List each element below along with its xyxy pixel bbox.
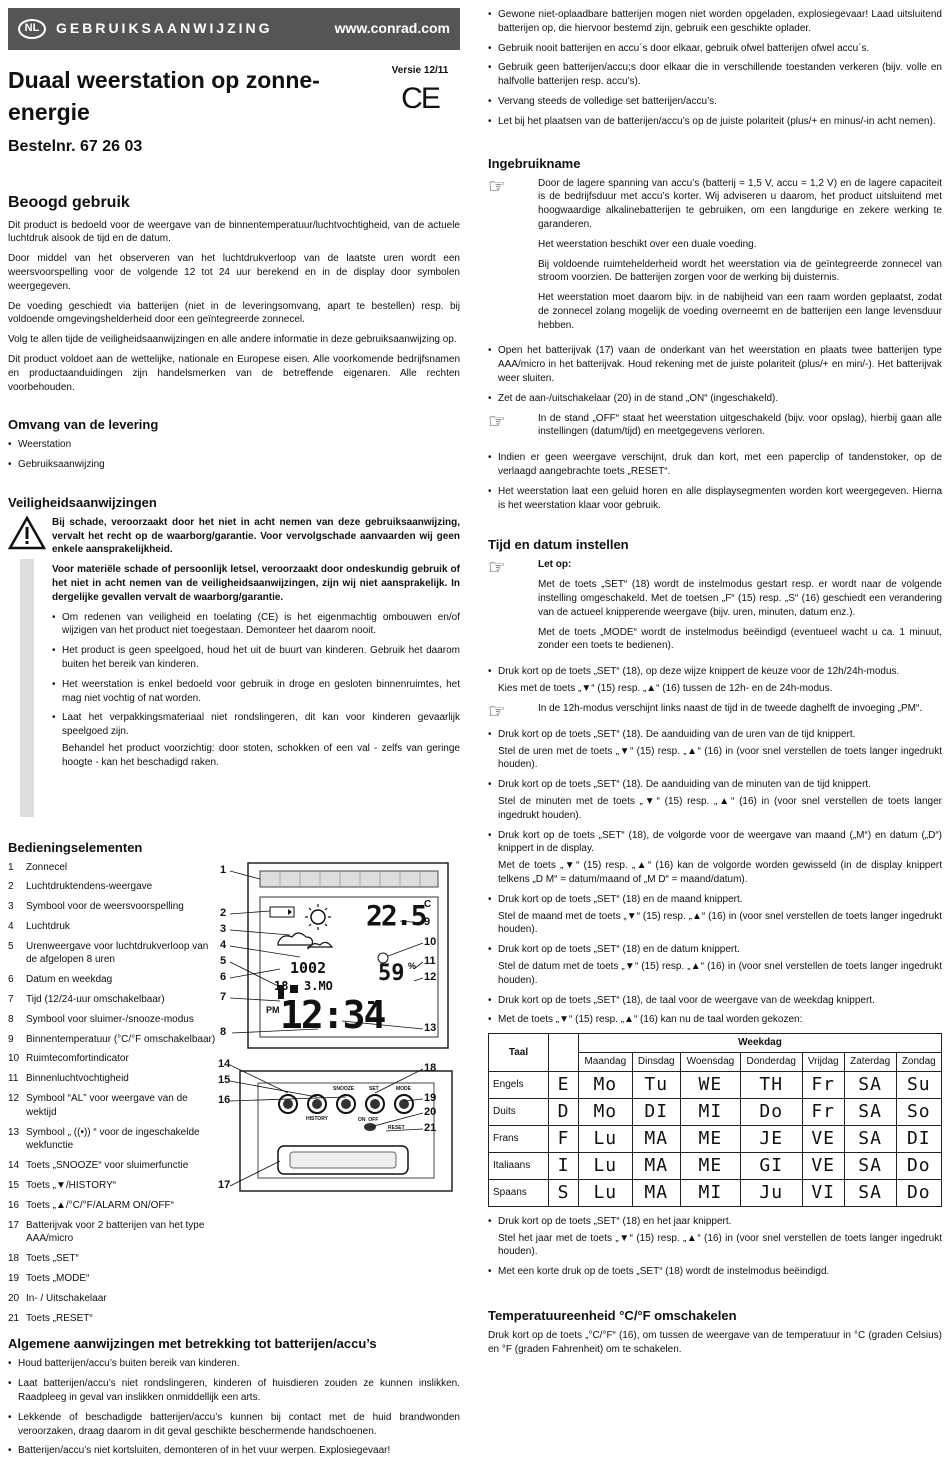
control-item — [8, 1312, 218, 1326]
control-item — [8, 1219, 218, 1247]
list-item: • Met de toets „▼“ (15) resp. „▲“ (16) kan nu de taal worden gekozen: — [488, 1013, 942, 1027]
diagram-callout-number: 13 — [424, 1021, 437, 1034]
diagram-callout-number: 18 — [424, 1061, 437, 1074]
control-label: Symbool „ ((•)) “ voor de ingeschakelde wekfunctie — [26, 1126, 200, 1152]
table-header-day: Woensdag — [680, 1052, 740, 1071]
section-heading-controls: Bedieningselementen — [8, 839, 143, 855]
note-text: Het weerstation moet daarom bijv. in de nabijheid van een raam worden geplaatst, zodat de zonnecel zolang mogelijk de voeding overneemt en de batterijen een lange levensduur hebben. — [538, 292, 942, 331]
control-number: 8 — [8, 1013, 14, 1025]
sub-text: Stel de maand met de toets „▼“ (15) resp. „▲“ (16) in (voor snel verstellen de toets langer ingedrukt houden). — [498, 910, 942, 936]
list-item: • Druk kort op de toets „SET“ (18). De aanduiding van de uren van de tijd knippert. — [488, 728, 942, 742]
language-code: E — [549, 1071, 579, 1098]
lcd-celsius-unit: C — [424, 898, 432, 910]
pointing-hand-icon: ☞ — [488, 557, 506, 580]
list-item: • Druk kort op de toets „SET“ (18). De aanduiding van de minuten van de tijd knippert. — [488, 778, 942, 792]
control-label: Symbool voor sluimer-/snooze-modus — [26, 1013, 194, 1025]
paragraph: Behandel het product voorzichtig: door stoten, schokken of een val - zelfs van geringe hoogte - kan het beschadigd raken. — [62, 742, 460, 768]
control-item — [8, 1072, 218, 1086]
control-item — [8, 1013, 218, 1027]
weekday-abbrev: So — [896, 1098, 941, 1125]
table-header-empty — [549, 1034, 579, 1072]
list-item: • Gebruik nooit batterijen en accu´s door elkaar, gebruik ofwel batterijen ofwel accu´s. — [488, 42, 942, 56]
control-item — [8, 900, 218, 914]
list-item: • Gewone niet-oplaadbare batterijen mogen niet worden opgeladen, explosiegevaar! Laad uitsluitend batterijen op, die hiervoor bestemd zijn, gebruik een geschikte oplader. — [488, 8, 942, 36]
weekday-abbrev: Lu — [579, 1179, 633, 1206]
section-heading-startup: Ingebruikname — [488, 155, 581, 171]
language-code: S — [549, 1179, 579, 1206]
language-code: I — [549, 1152, 579, 1179]
weekday-abbrev: Do — [896, 1179, 941, 1206]
control-number: 15 — [8, 1180, 20, 1192]
control-item — [8, 973, 218, 987]
diagram-callout-number: 20 — [424, 1105, 437, 1118]
sub-text: Stel de minuten met de toets „▼“ (15) resp. „▲“ (16) in (voor snel verstellen de toets langer ingedrukt houden). — [498, 795, 942, 821]
list-item: • Druk kort op de toets „SET“ (18), de volgorde voor de weergave van maand („M“) en datum („D“) knippert in de display. — [488, 829, 942, 857]
control-label: Toets „▲/°C/°F/ALARM ON/OFF“ — [26, 1199, 174, 1211]
delivery-list — [8, 438, 460, 472]
language-code: F — [549, 1125, 579, 1152]
control-item — [8, 940, 218, 968]
diagram-callout-number: 16 — [218, 1093, 231, 1106]
safety-warning-bold: Voor materiële schade of persoonlijk letsel, veroorzaakt door ondeskundig gebruik of het niet in acht nemen van de veiligheidsaanwijzingen, zijn wij niet aansprakelijk. In dergelijke gevallen vervalt de waarborg/garantie. — [52, 564, 460, 603]
weekday-abbrev: Mo — [579, 1098, 633, 1125]
button-label-history: HISTORY — [306, 1115, 328, 1122]
list-item: • Laat het verpakkingsmateriaal niet rondslingeren, dit kan voor kinderen gevaarlijk speelgoed zijn. — [52, 711, 460, 739]
order-number: Bestelnr. 67 26 03 — [8, 138, 143, 156]
weekday-abbrev: JE — [740, 1125, 802, 1152]
list-item: • Het weerstation laat een geluid horen en alle displaysegmenten worden kort weergegeven. Hierna is het weerstation klaar voor gebruik. — [488, 485, 942, 513]
control-number: 10 — [8, 1053, 20, 1065]
diagram-callout-number: 9 — [424, 915, 431, 928]
weekday-abbrev: SA — [844, 1098, 896, 1125]
safety-warning-bold: Bij schade, veroorzaakt door het niet in acht nemen van deze gebruiksaanwijzing, vervalt het recht op de waarborg/garantie. Voor vervolgschade aanvaarden wij geen enkele aansprakelijkheid. — [52, 516, 460, 556]
header-banner — [8, 8, 460, 50]
control-number: 12 — [8, 1093, 20, 1105]
table-row — [489, 1152, 942, 1179]
control-item — [8, 920, 218, 934]
note-text: In de stand „OFF“ staat het weerstation uitgeschakeld (bijv. voor opslag), hierbij gaan alle instellingen (datum/tijd) en meetgegevens verloren. — [538, 412, 942, 438]
control-number: 14 — [8, 1160, 20, 1172]
diagram-callout-number: 21 — [424, 1121, 437, 1134]
control-item — [8, 1179, 218, 1193]
language-name: Spaans — [489, 1179, 549, 1206]
section-heading-safety: Veiligheidsaanwijzingen — [8, 494, 157, 510]
warning-triangle-icon — [8, 516, 52, 817]
control-number: 21 — [8, 1312, 20, 1324]
weekday-abbrev: DI — [632, 1098, 680, 1125]
weekday-abbrev: Do — [740, 1098, 802, 1125]
control-item — [8, 1199, 218, 1213]
language-badge: NL — [18, 19, 46, 39]
control-label: Toets „SET“ — [26, 1253, 79, 1265]
section-heading-time-date: Tijd en datum instellen — [488, 537, 629, 553]
table-row — [489, 1098, 942, 1125]
controls-list — [8, 861, 218, 1332]
left-column — [8, 8, 460, 1464]
list-item: • Zet de aan-/uitschakelaar (20) in de stand „ON“ (ingeschakeld). — [488, 392, 942, 406]
list-item: • Het weerstation is enkel bedoeld voor gebruik in droge en gesloten binnenruimtes, het mag niet vochtig of nat worden. — [52, 678, 460, 706]
sub-text: Stel de datum met de toets „▼“ (15) resp. „▲“ (16) in (voor snel verstellen de toets langer ingedrukt houden). — [498, 960, 942, 986]
table-row — [489, 1071, 942, 1098]
battery-list — [8, 1357, 460, 1458]
control-label: In- / Uitschakelaar — [26, 1292, 107, 1304]
control-label: Zonnecel — [26, 861, 68, 873]
banner-url[interactable]: www.conrad.com — [334, 20, 450, 37]
control-number: 19 — [8, 1273, 20, 1285]
list-item: • Gebruiksaanwijzing — [8, 458, 460, 472]
control-item — [8, 1159, 218, 1173]
lcd-time: 12:34 — [280, 992, 385, 1037]
reset-label: RESET — [388, 1124, 405, 1131]
list-item: • Druk kort op de toets „SET“ (18) en de datum knippert. — [488, 943, 942, 957]
control-item — [8, 1052, 218, 1066]
control-item — [8, 1252, 218, 1266]
weekday-abbrev: WE — [680, 1071, 740, 1098]
table-header-day: Vrijdag — [802, 1052, 844, 1071]
list-item: • Batterijen/accu’s niet kortsluiten, demonteren of in het vuur werpen. Explosiegevaar! — [8, 1444, 460, 1458]
diagram-callout-number: 4 — [220, 938, 227, 951]
weekday-abbrev: Ju — [740, 1179, 802, 1206]
button-label-snooze: SNOOZE — [333, 1085, 355, 1092]
sub-text: Stel de uren met de toets „▼“ (15) resp. „▲“ (16) in (voor snel verstellen de toets langer ingedrukt houden). — [498, 745, 942, 771]
weekday-abbrev: MA — [632, 1179, 680, 1206]
weekday-abbrev: VE — [802, 1152, 844, 1179]
weekday-abbrev: VI — [802, 1179, 844, 1206]
language-code: D — [549, 1098, 579, 1125]
right-column — [488, 8, 942, 1362]
lcd-temperature: 22.5 — [366, 898, 426, 932]
pointing-hand-icon: ☞ — [488, 175, 506, 198]
control-label: Binnentemperatuur (°C/°F omschakelbaar) — [26, 1033, 216, 1045]
lcd-pm: PM — [266, 1004, 280, 1015]
version-label: Versie 12/11 — [391, 65, 449, 76]
control-number: 17 — [8, 1219, 20, 1231]
table-header-weekdag: Weekdag — [579, 1034, 942, 1053]
list-item: • Let bij het plaatsen van de batterijen/accu’s op de juiste polariteit (plus/+ en minus/-in acht nemen). — [488, 115, 942, 129]
control-number: 20 — [8, 1292, 20, 1304]
list-item: • Gebruik geen batterijen/accu;s door elkaar die in verschillende toestanden verkeren (bijv. volle en halfvolle batterijen resp. accu’s). — [488, 61, 942, 89]
sub-text: Kies met de toets „▼“ (15) resp. „▲“ (16) tussen de 12h- en de 24h-modus. — [498, 682, 833, 694]
table-header-day: Zondag — [896, 1052, 941, 1071]
list-item: • Het product is geen speelgoed, houd het uit de buurt van kinderen. Gebruik het daarom buiten het bereik van kinderen. — [52, 644, 460, 672]
weekday-abbrev: DI — [896, 1125, 941, 1152]
list-item: • Druk kort op de toets „SET“ (18), de taal voor de weergave van de weekdag knippert. — [488, 994, 942, 1008]
weekday-abbrev: MA — [632, 1152, 680, 1179]
weather-station-diagram — [218, 861, 458, 1201]
diagram-callout-number: 6 — [220, 970, 227, 983]
weekday-abbrev: MI — [680, 1098, 740, 1125]
note-text: Het weerstation beschikt over een duale voeding. — [538, 238, 757, 250]
language-weekday-table — [488, 1033, 942, 1207]
note-text: Met de toets „SET“ (18) wordt de instelmodus gestart resp. er wordt naar de volgende instelling omgeschakeld. Met de toetsen „F“ (15) resp. „S“ (16) geschiedt een verandering van de actueel knipperende weergave (bijv. uren, minuten, datum enz.). — [538, 579, 942, 618]
weekday-abbrev: Lu — [579, 1125, 633, 1152]
sub-text: Met de toets „▼“ (15) resp. „▲“ (16) kan de volgorde worden gewisseld (in de display knippert telkens „D M“ = datum/maand of „M D“ = maand/datum). — [498, 860, 942, 885]
control-number: 9 — [8, 1033, 14, 1045]
weekday-abbrev: Tu — [632, 1071, 680, 1098]
weekday-abbrev: ME — [680, 1125, 740, 1152]
lcd-pressure: 1002 — [290, 958, 327, 977]
list-item: • Druk kort op de toets „SET“ (18) en het jaar knippert. — [488, 1215, 942, 1229]
list-item: • Weerstation — [8, 438, 460, 452]
control-label: Symbool voor de weersvoorspelling — [26, 901, 184, 913]
lcd-humidity: 59 — [378, 960, 405, 986]
diagram-callout-number: 12 — [424, 970, 437, 983]
control-number: 16 — [8, 1199, 20, 1211]
table-header-taal: Taal — [489, 1034, 549, 1072]
control-item — [8, 1126, 218, 1154]
control-label: Ruimtecomfortindicator — [26, 1053, 129, 1065]
weekday-abbrev: SA — [844, 1071, 896, 1098]
pointing-hand-icon: ☞ — [488, 700, 506, 723]
list-item: • Met een korte druk op de toets „SET“ (18) wordt de instelmodus beëindigd. — [488, 1265, 942, 1279]
control-item — [8, 1033, 218, 1047]
control-label: Binnenluchtvochtigheid — [26, 1073, 129, 1085]
sub-text: Stel het jaar met de toets „▼“ (15) resp. „▲“ (16) in (voor snel verstellen de toets langer ingedrukt houden). — [498, 1232, 942, 1258]
table-row — [489, 1125, 942, 1152]
control-item — [8, 1092, 218, 1120]
weekday-abbrev: ME — [680, 1152, 740, 1179]
document-title: Duaal weerstation op zonne-energie — [8, 67, 320, 126]
section-heading-intended-use: Beoogd gebruik — [8, 194, 130, 212]
control-item — [8, 861, 218, 875]
note-text: Door de lagere spanning van accu’s (batterij = 1,5 V, accu = 1,2 V) en de lagere capaciteit is de bedrijfsduur met accu’s korter. Wij adviseren u daarom, het product uitsluitend met hoogwaardige alkalinebatterijen te gebruiken, om een langdurige en zekere werking te garanderen. — [538, 177, 942, 230]
diagram-callout-number: 19 — [424, 1091, 437, 1104]
control-label: Urenweergave voor luchtdrukverloop van de afgelopen 8 uren — [26, 940, 209, 966]
diagram-callout-number: 2 — [220, 906, 227, 919]
control-item — [8, 1292, 218, 1306]
table-header-day: Donderdag — [740, 1052, 802, 1071]
list-item: • Laat batterijen/accu’s niet rondslingeren, kinderen of huisdieren zouden ze kunnen inslikken. Raadpleeg in geval van inslikken onmiddellijk een arts. — [8, 1377, 460, 1405]
control-number: 4 — [8, 920, 14, 932]
language-name: Engels — [489, 1071, 549, 1098]
paragraph: Druk kort op de toets „°C/°F“ (16), om tussen de weergave van de temperatuur in °C (graden Celsius) en °F (graden Fahrenheit) om te schakelen. — [488, 1329, 942, 1355]
section-heading-temp-unit: Temperatuureenheid °C/°F omschakelen — [488, 1307, 737, 1323]
section-heading-battery: Algemene aanwijzingen met betrekking tot batterijen/accu’s — [8, 1336, 377, 1352]
weekday-abbrev: Do — [896, 1152, 941, 1179]
list-item: • Indien er geen weergave verschijnt, druk dan kort, met een paperclip of tandenstoker, op de verlaagd aangebrachte toets „RESET“. — [488, 451, 942, 479]
note-text: Met de toets „MODE“ wordt de instelmodus beëindigd (eventueel wacht u ca. 1 minuut, zonder een toets te bedienen). — [538, 626, 942, 652]
control-item — [8, 993, 218, 1007]
version-block — [380, 64, 460, 128]
diagram-callout-number: 1 — [220, 863, 227, 876]
weekday-abbrev: Lu — [579, 1152, 633, 1179]
paragraph: Door middel van het observeren van het luchtdrukverloop van de laatste uren wordt een weersvoorspelling voor de volgende 12 tot 24 uur berekend en in de display door symbolen weergegeven. — [8, 253, 460, 292]
diagram-callout-number: 5 — [220, 954, 227, 967]
weekday-abbrev: MA — [632, 1125, 680, 1152]
control-number: 7 — [8, 994, 14, 1006]
table-header-day: Zaterdag — [844, 1052, 896, 1071]
lcd-weekday: 3.MO — [304, 978, 333, 993]
weekday-abbrev: MI — [680, 1179, 740, 1206]
control-number: 18 — [8, 1253, 20, 1265]
weekday-abbrev: GI — [740, 1152, 802, 1179]
table-row — [489, 1179, 942, 1206]
list-item: • Vervang steeds de volledige set batterijen/accu’s. — [488, 95, 942, 109]
control-label: Toets „SNOOZE“ voor sluimerfunctie — [26, 1160, 189, 1172]
control-label: Symbool “AL” voor weergave van de wektijd — [26, 1093, 188, 1118]
list-item: • Om redenen van veiligheid en toelating (CE) is het eigenmachtig ombouwen en/of wijzigen van het product niet toegestaan. Demonteer het daarom nooit. — [52, 611, 460, 639]
paragraph: Dit product is bedoeld voor de weergave van de binnentemperatuur/luchtvochtigheid, van de actuele luchtdruk alsook de tijd en de datum. — [8, 219, 460, 245]
weekday-abbrev: Fr — [802, 1071, 844, 1098]
control-item — [8, 1272, 218, 1286]
table-header-day: Dinsdag — [632, 1052, 680, 1071]
weekday-abbrev: SA — [844, 1125, 896, 1152]
switch-label: ON OFF — [358, 1116, 379, 1123]
control-number: 6 — [8, 974, 14, 986]
control-label: Luchtdruktendens-weergave — [26, 881, 153, 893]
diagram-callout-number: 11 — [424, 954, 436, 967]
battery-list-continued — [488, 8, 942, 129]
list-item: • Druk kort op de toets „SET“ (18) en de maand knippert. — [488, 893, 942, 907]
control-label: Datum en weekdag — [26, 974, 113, 986]
weekday-abbrev: SA — [844, 1179, 896, 1206]
control-label: Toets „MODE“ — [26, 1273, 90, 1285]
note-text: In de 12h-modus verschijnt links naast de tijd in de tweede daghelft de invoeging „PM“. — [538, 702, 923, 714]
list-item: • Lekkende of beschadigde batterijen/accu’s kunnen bij contact met de huid brandwonden veroorzaken, draag daarom in dit geval geschikte beschermende handschoenen. — [8, 1411, 460, 1439]
control-label: Batterijvak voor 2 batterijen van het type AAA/micro — [26, 1219, 205, 1245]
diagram-callout-number: 14 — [218, 1057, 231, 1070]
control-item — [8, 880, 218, 894]
lcd-percent-sign: % — [408, 960, 417, 971]
list-item: • Open het batterijvak (17) vaan de onderkant van het weerstation en plaats twee batterijen type AAA/micro in het batterijvak. Houd rekening met de juiste polariteit (plus/+ en min/-). Het batterijvak weer sluiten. — [488, 344, 942, 385]
language-name: Duits — [489, 1098, 549, 1125]
diagram-callout-number: 17 — [218, 1178, 231, 1191]
control-label: Toets „RESET“ — [26, 1312, 93, 1324]
control-label: Tijd (12/24-uur omschakelbaar) — [26, 994, 165, 1006]
diagram-callout-number: 3 — [220, 922, 227, 935]
paragraph: De voeding geschiedt via batterijen (niet in de leveringsomvang, apart te bestellen) resp. bij voldoende omgevingshelderheid door een geïntegreerde zonnecel. — [8, 300, 460, 326]
section-heading-delivery: Omvang van de levering — [8, 417, 159, 433]
diagram-callout-number: 7 — [220, 990, 227, 1003]
language-name: Frans — [489, 1125, 549, 1152]
control-number: 1 — [8, 861, 14, 873]
control-number: 13 — [8, 1126, 20, 1138]
control-number: 2 — [8, 881, 14, 893]
note-text: Bij voldoende ruimtehelderheid wordt het weerstation via de geïntegreerde zonnecel van stroom voorzien. De batterijen zorgen voor de werking bij duisternis. — [538, 258, 942, 284]
list-item: • Houd batterijen/accu’s buiten bereik van kinderen. — [8, 1357, 460, 1371]
pointing-hand-icon: ☞ — [488, 410, 506, 433]
table-header-day: Maandag — [579, 1052, 633, 1071]
control-number: 11 — [8, 1073, 19, 1085]
button-label-mode: MODE — [396, 1085, 411, 1092]
weekday-abbrev: SA — [844, 1152, 896, 1179]
safety-block — [8, 516, 460, 817]
diagram-callout-number: 15 — [218, 1073, 231, 1086]
weekday-abbrev: Su — [896, 1071, 941, 1098]
banner-title: GEBRUIKSAANWIJZING — [56, 20, 273, 37]
lcd-date: 18. — [274, 978, 296, 993]
control-label: Luchtdruk — [26, 920, 70, 932]
note-title: Let op: — [538, 559, 572, 571]
paragraph: Dit product voldoet aan de wettelijke, nationale en Europese eisen. Alle voorkomende bedrijfsnamen en productaanduidingen zijn handelsmerken van de betreffende eigenaren. Alle rechten voorbehouden. — [8, 353, 460, 393]
weekday-abbrev: VE — [802, 1125, 844, 1152]
paragraph: Volg te allen tijde de veiligheidsaanwijzingen en alle andere informatie in deze gebruiksaanwijzing op. — [8, 334, 457, 346]
control-number: 5 — [8, 940, 14, 952]
control-label: Toets „▼/HISTORY“ — [26, 1180, 117, 1192]
language-name: Italiaans — [489, 1152, 549, 1179]
weekday-abbrev: TH — [740, 1071, 802, 1098]
button-label-set: SET — [369, 1085, 379, 1092]
ce-mark: CE — [401, 81, 439, 115]
diagram-callout-number: 8 — [220, 1025, 227, 1038]
weekday-abbrev: Mo — [579, 1071, 633, 1098]
list-item: • Druk kort op de toets „SET“ (18), op deze wijze knippert de keuze voor de 12h/24h-modus. — [488, 665, 942, 679]
diagram-callout-number: 10 — [424, 935, 437, 948]
weekday-abbrev: Fr — [802, 1098, 844, 1125]
control-number: 3 — [8, 901, 14, 913]
